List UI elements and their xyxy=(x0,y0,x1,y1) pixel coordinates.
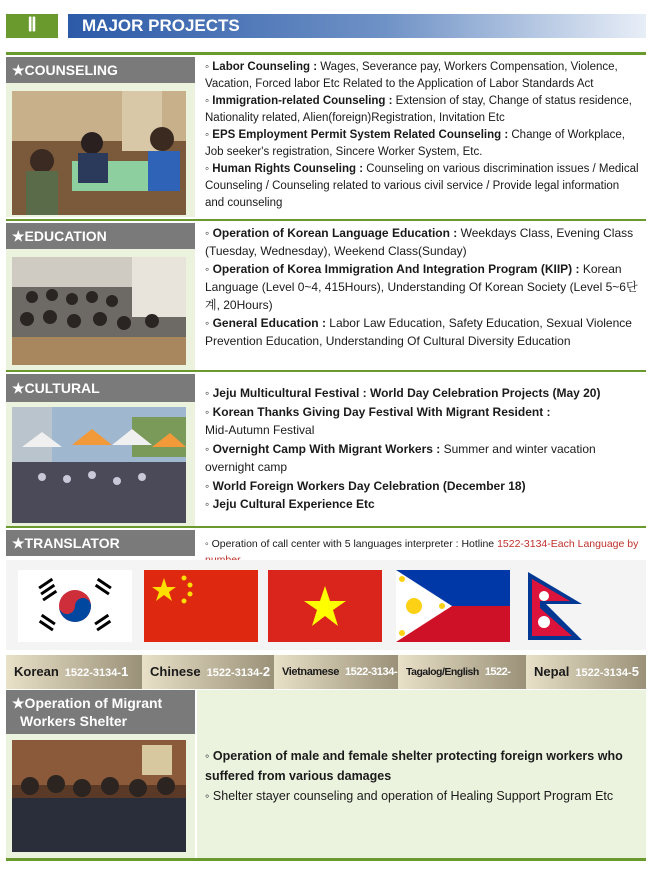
divider xyxy=(6,526,646,528)
divider xyxy=(6,858,646,861)
counseling-list xyxy=(205,59,639,212)
philippines-flag-icon xyxy=(396,570,510,642)
list-item: ◦ Operation of male and female shelter protecting foreign workers who suffered from various damages xyxy=(205,749,623,783)
china-flag-icon xyxy=(144,570,258,642)
nepal-flag-icon xyxy=(522,570,634,642)
cultural-photo-panel xyxy=(6,402,195,526)
list-item: ◦ Overnight Camp With Migrant Workers : Summer and winter vacation overnight camp xyxy=(205,441,596,474)
list-item: ◦ Jeju Multicultural Festival : World Day Celebration Projects (May 20) xyxy=(205,386,601,400)
divider xyxy=(6,219,646,221)
translator-label: ★TRANSLATOR xyxy=(6,530,195,556)
divider xyxy=(6,370,646,372)
list-item: ◦ Labor Counseling : Wages, Severance pay, Workers Compensation, Violence, Vacation, Forced labor Etc Related to the Application of Labor Standards Act xyxy=(205,61,618,90)
cultural-list xyxy=(205,384,639,514)
counseling-photo xyxy=(12,91,186,215)
shelter-photo xyxy=(12,740,186,852)
page-header xyxy=(6,14,646,38)
shelter-label: ★Operation of Migrant Workers Shelter xyxy=(6,690,195,734)
vietnam-flag-icon xyxy=(268,570,382,642)
list-item: ◦ EPS Employment Permit System Related Counseling : Change of Workplace, Job seeker's registration, Sincere Worker System, Etc. xyxy=(205,129,625,158)
list-item: ◦ Jeju Cultural Experience Etc xyxy=(205,497,375,511)
korea-flag-icon xyxy=(18,570,132,642)
cultural-photo xyxy=(12,407,186,523)
list-item: ◦ Korean Thanks Giving Day Festival With Migrant Resident : Mid-Autumn Festival xyxy=(205,404,551,437)
list-item: ◦ Operation of Korean Language Education : Weekdays Class, Evening Class (Tuesday, Wednesday), Weekend Class(Sunday) xyxy=(205,226,634,258)
counseling-photo-panel xyxy=(6,83,195,217)
section-number: Ⅱ xyxy=(6,14,58,38)
hotline-number: 1522-3134-Each Language by xyxy=(497,538,639,550)
counseling-label: ★COUNSELING xyxy=(6,57,195,83)
list-item: ◦ Operation of Korea Immigration And Integration Program (KIIP) : Korean Language (Level 0~4, 415Hours), Understanding Of Korean Society (Level 5~6단계, 20Hours) xyxy=(205,262,638,312)
translator-text: ◦ Operation of call center with 5 languages interpreter : Hotline 1522-3134-Each Language by xyxy=(205,536,639,568)
shelter-list xyxy=(205,746,639,806)
list-item: ◦ World Foreign Workers Day Celebration (December 18) xyxy=(205,478,526,493)
list-item: ◦ Immigration-related Counseling : Extension of stay, Change of status residence, Nationality related, Alien(foreign)Registration, Invitation Etc xyxy=(205,95,632,124)
flags-row xyxy=(6,560,646,650)
education-list xyxy=(205,224,639,350)
language-nepal: Nepal 1522-3134-5 xyxy=(526,655,646,689)
education-photo xyxy=(12,257,186,365)
education-photo-panel xyxy=(6,249,195,370)
language-chinese: Chinese 1522-3134-2 xyxy=(142,655,274,689)
page-title: MAJOR PROJECTS xyxy=(68,14,646,38)
list-item: ◦ General Education : Labor Law Education, Safety Education, Sexual Violence Prevention Education, Understanding Of Cultural Diversity Education xyxy=(205,316,632,348)
language-vietnamese: Vietnamese 1522-3134- xyxy=(274,655,398,689)
cultural-label: ★CULTURAL xyxy=(6,374,195,402)
language-korean: Korean 1522-3134-1 xyxy=(6,655,142,689)
divider xyxy=(6,52,646,55)
education-label: ★EDUCATION xyxy=(6,223,195,249)
language-hotline-bar xyxy=(6,655,646,689)
list-item: ◦ Shelter stayer counseling and operation of Healing Support Program Etc xyxy=(205,789,614,803)
list-item: ◦ Human Rights Counseling : Counseling on various discrimination issues / Medical Counseling / Counseling related to various civil service / Provide legal information and counseling xyxy=(205,163,639,209)
language-tagalog-english: Tagalog/English 1522- xyxy=(398,655,526,689)
